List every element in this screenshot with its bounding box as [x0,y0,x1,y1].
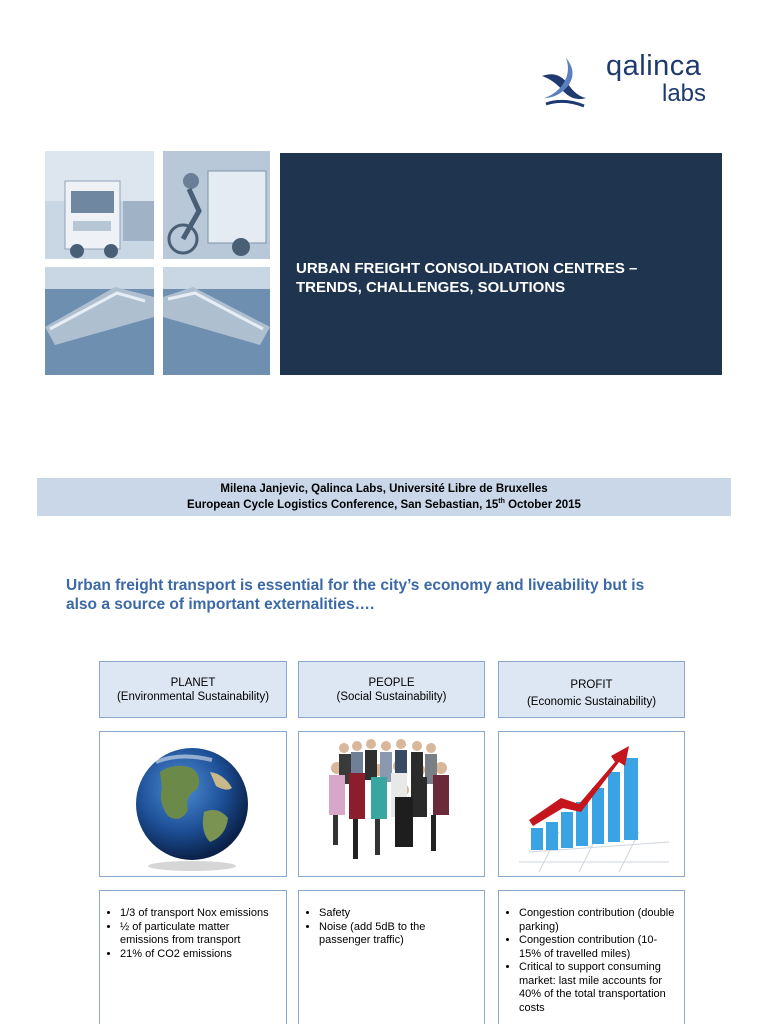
profit-bullet: • Congestion contribution (double parking) [519,907,678,934]
qalinca-logo [538,50,718,110]
intro-statement [66,576,716,614]
people-bullet: • Noise (add 5dB to the passenger traffic) [319,921,478,948]
planet-bullet: • ½ of particulate matter emissions from transport [120,921,280,948]
author-band [37,478,731,516]
truck-photo [45,151,154,259]
profit-bullet-list [499,907,684,1015]
author-line: Milena Janjevic, Qalinca Labs, Université Libre de Bruxelles [220,483,548,495]
logo-word-labs: labs [662,80,707,107]
conference-date-text: October 2015 [504,498,581,511]
planet-bullet: • 1/3 of transport Nox emissions [120,907,280,921]
qalinca-logo-mark-icon [538,54,590,108]
planet-bullet: • 21% of CO2 emissions [120,948,280,962]
presentation-title [296,259,716,297]
people-image-box [298,731,485,877]
growth-chart-icon [499,732,684,876]
conference-line [37,498,731,511]
planet-facts [99,890,287,1024]
cargo-bike-photo [163,151,270,259]
earth-globe-icon [100,732,286,876]
people-title: PEOPLE [368,677,415,689]
intro-line-2: also a source of important externalities…. [66,596,375,613]
people-subtitle: (Social Sustainability) [336,691,447,703]
title-line-2: TRENDS, CHALLENGES, SOLUTIONS [296,279,566,296]
planet-subtitle: (Environmental Sustainability) [116,691,270,703]
planet-bullet-list [100,907,286,961]
planet-title: PLANET [170,677,216,689]
date-suffix: th [498,498,505,505]
title-line-1: URBAN FREIGHT CONSOLIDATION CENTRES – [296,260,638,277]
profit-facts [498,890,685,1024]
people-group-icon [299,732,484,876]
people-bullet-list [299,907,484,948]
profit-bullet: • Critical to support consuming market: last mile accounts for 40% of the total transportation costs [519,961,678,1015]
profit-bullet: • Congestion contribution (10-15% of travelled miles) [519,934,678,961]
profit-image-box [498,731,685,877]
profit-header [498,661,685,718]
logo-word-qalinca: qalinca [606,50,702,82]
ship-photo-right [163,267,270,375]
conference-text: European Cycle Logistics Conference, San Sebastian, 15 [187,498,499,511]
planet-image-box [99,731,287,877]
intro-line-1: Urban freight transport is essential for the city’s economy and liveability but is [66,577,645,594]
title-box [280,153,722,375]
people-bullet: • Safety [319,907,478,921]
people-facts [298,890,485,1024]
profit-title: PROFIT [570,679,613,691]
planet-header [99,661,287,718]
profit-subtitle: (Economic Sustainability) [526,696,657,708]
ship-photo-left [45,267,154,375]
people-header [298,661,485,718]
